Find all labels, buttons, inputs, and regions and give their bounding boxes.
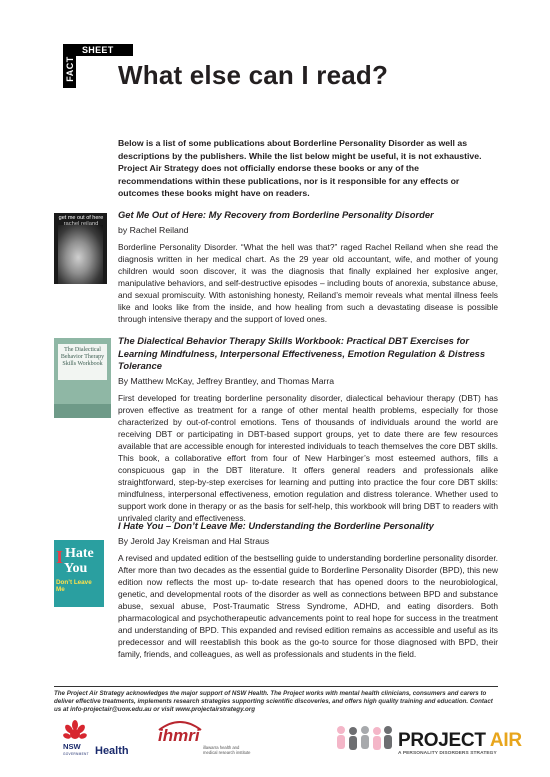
nsw-wordmark: NSW — [63, 742, 81, 751]
book-author: by Rachel Reiland — [118, 224, 189, 235]
project-air-wordmark — [398, 730, 522, 752]
project-air-word-2: AIR — [489, 730, 522, 751]
project-air-word-1: PROJECT — [398, 730, 490, 751]
intro-paragraph: Below is a list of some publications about Borderline Personality Disorder as well as descriptions by the publishers. While the list below might be useful, it is not exhaustive. Project Air Strategy does not officially endorse these books or any of the recommendations within these publications, nor is it responsible for any effects or outcomes these books might have on readers. — [118, 138, 482, 199]
badge-sheet-label: SHEET — [76, 44, 133, 56]
cover-title: get me out of here — [58, 215, 104, 221]
book-cover-get-me-out-of-here — [54, 213, 107, 284]
book-title: I Hate You – Don’t Leave Me: Understanding the Borderline Personality — [118, 520, 434, 531]
cover-title: The Dialectical Behavior Therapy Skills Workbook — [60, 347, 105, 367]
health-wordmark: Health — [95, 745, 129, 757]
nsw-government-label: GOVERNMENT — [63, 752, 89, 756]
book-entry-2 — [118, 335, 498, 524]
book-author: By Jerold Jay Kreisman and Hal Straus — [118, 535, 270, 546]
book-title: The Dialectical Behavior Therapy Skills Workbook: Practical DBT Exercises for Learning Mindfulness, Interpersonal Effectiveness, Emotion Regulation & Distress Tolerance — [118, 335, 486, 371]
ihmri-wordmark: ihmri — [158, 726, 200, 745]
book-entry-3 — [118, 520, 498, 660]
cover-band — [54, 404, 111, 418]
badge-fact-label: FACT — [65, 56, 75, 82]
book-entry-1 — [118, 209, 498, 325]
book-description: Borderline Personality Disorder. “What the hell was that?” raged Rachel Reiland when she read the diagnosis written in her medical chart. As the 29 year old accountant, wife, and mother of young children would soon discover, it was the diagnosis that finally explained her explosive anger, manipulative behaviors, and self-destructive episodes – including bouts of anorexia, substance abuse, and sexual promiscuity. With astonishing honesty, Reiland’s memoir reveals what mental illness feels like and looks like from the inside, and how healing from such a devastating disease is possible through intensive therapy and the support of loved ones. — [118, 241, 498, 324]
project-air-tagline: A PERSONALITY DISORDERS STRATEGY — [398, 751, 497, 756]
cover-author: rachel reiland — [63, 221, 99, 227]
footer-acknowledgement: The Project Air Strategy acknowledges the major support of NSW Health. The Project works with mental health clinicians, consumers and carers to deliver effective treatments, implements research strategies supporting scientific discoveries, and offers high quality training and education. Contact us at info-projectair@uow.edu.au or visit www.projectairstrategy.org — [54, 690, 493, 714]
cover-letter-i: I — [56, 547, 64, 567]
cover-word-you: You — [64, 561, 88, 576]
ihmri-subtitle: illawarra health and medical research institute — [203, 745, 251, 755]
book-cover-dbt-workbook — [54, 338, 111, 418]
project-air-figures-icon — [335, 724, 393, 758]
page-title: What else can I read? — [118, 60, 389, 90]
book-description: First developed for treating borderline personality disorder, dialectical behaviour therapy (DBT) has proven effective as treatment for a range of other mental health problems, especially for those characterized by out-of-control emotions. Tens of thousands of individuals around the world are receiving DBT or participating in DBT-based support groups, yet to date there are few resources available that are accessible enough for interested individuals to teach themselves the core DBT skills. This book, a collaborative effort from four of New Harbinger’s most esteemed authors, fills a conspicuous gap in the DBT literature. It offers general readers and professionals alike straightforward, step-by-step exercises for learning and putting into practice the four core DBT skills: mindfulness, interpersonal effectiveness, emotion regulation and distress tolerance. Whether used to support work done in therapy or as the basis for self-help, this workbook will bring DBT to readers with unrivaled clarity and effectiveness. — [118, 392, 498, 523]
book-description: A revised and updated edition of the bestselling guide to understanding borderline personality disorder. After more than two decades as the essential guide to Borderline Personality Disorder (BPD), this new edition now reflects the most up- to-date research that has opened doors to the neurobiological, genetic, and developmental roots of the disorder as well as connections between BPD and substance abuse, sexual abuse, Post-Traumatic Stress Syndrome, ADHD, and eating disorders. Both pharmacological and psychotherapeutic advancements point to real hope for success in the treatment and understanding of BPD. This expanded and revised edition remains as accessible and useful as its predecessor and will reestablish this book as the go-to source for those diagnosed with BPD, their family, friends, and colleagues, as well as professionals and students in the field. — [118, 552, 498, 659]
cover-leave: Don’t Leave Me — [56, 579, 92, 593]
footer-divider — [54, 686, 498, 687]
cover-word-hate: Hate — [65, 546, 94, 561]
book-author: By Matthew McKay, Jeffrey Brantley, and Thomas Marra — [118, 375, 335, 386]
book-title: Get Me Out of Here: My Recovery from Borderline Personality Disorder — [118, 209, 434, 220]
cover-photo — [58, 225, 103, 284]
book-cover-i-hate-you — [54, 540, 104, 607]
